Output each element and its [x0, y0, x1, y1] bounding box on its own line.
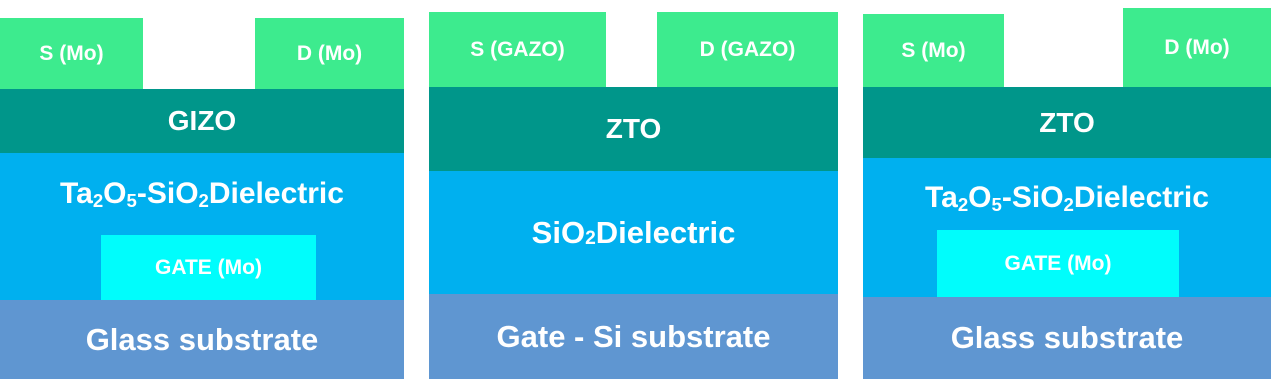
semiconductor-layer: GIZO [0, 89, 404, 153]
dielectric-text: Dielectric [1073, 181, 1209, 214]
device-2-stack [429, 0, 838, 379]
substrate-layer: Gate - Si substrate [429, 294, 838, 379]
dielectric-subscript: 2 [585, 228, 596, 250]
substrate-layer: Glass substrate [863, 297, 1271, 379]
dielectric-text: -SiO [1001, 181, 1064, 214]
gate-electrode: GATE (Mo) [937, 230, 1179, 297]
source-contact: S (Mo) [0, 18, 143, 89]
drain-contact: D (Mo) [255, 18, 404, 89]
gate-electrode: GATE (Mo) [101, 235, 316, 300]
semiconductor-layer: ZTO [429, 87, 838, 171]
dielectric-text: SiO [531, 214, 586, 250]
device-3-stack [863, 0, 1271, 379]
dielectric-text: Dielectric [595, 214, 736, 250]
dielectric-subscript: 2 [198, 189, 209, 211]
dielectric-layer [429, 171, 838, 294]
dielectric-text: O [103, 177, 127, 210]
dielectric-subscript: 2 [1063, 193, 1074, 215]
dielectric-text: Dielectric [208, 177, 344, 210]
dielectric-subscript: 5 [126, 189, 137, 211]
dielectric-subscript: 5 [991, 193, 1002, 215]
semiconductor-layer: ZTO [863, 87, 1271, 158]
dielectric-subscript: 2 [957, 193, 969, 215]
source-contact: S (GAZO) [429, 12, 606, 87]
source-contact: S (Mo) [863, 14, 1004, 87]
dielectric-text: -SiO [136, 177, 199, 210]
substrate-layer: Glass substrate [0, 300, 404, 379]
dielectric-label [863, 176, 1271, 220]
drain-contact: D (Mo) [1123, 8, 1271, 87]
dielectric-label [0, 172, 404, 216]
dielectric-text: Ta [60, 177, 93, 210]
dielectric-text: Ta [925, 181, 958, 214]
drain-contact: D (GAZO) [657, 12, 838, 87]
dielectric-text: O [968, 181, 992, 214]
dielectric-subscript: 2 [92, 189, 104, 211]
device-1-stack [0, 0, 404, 379]
